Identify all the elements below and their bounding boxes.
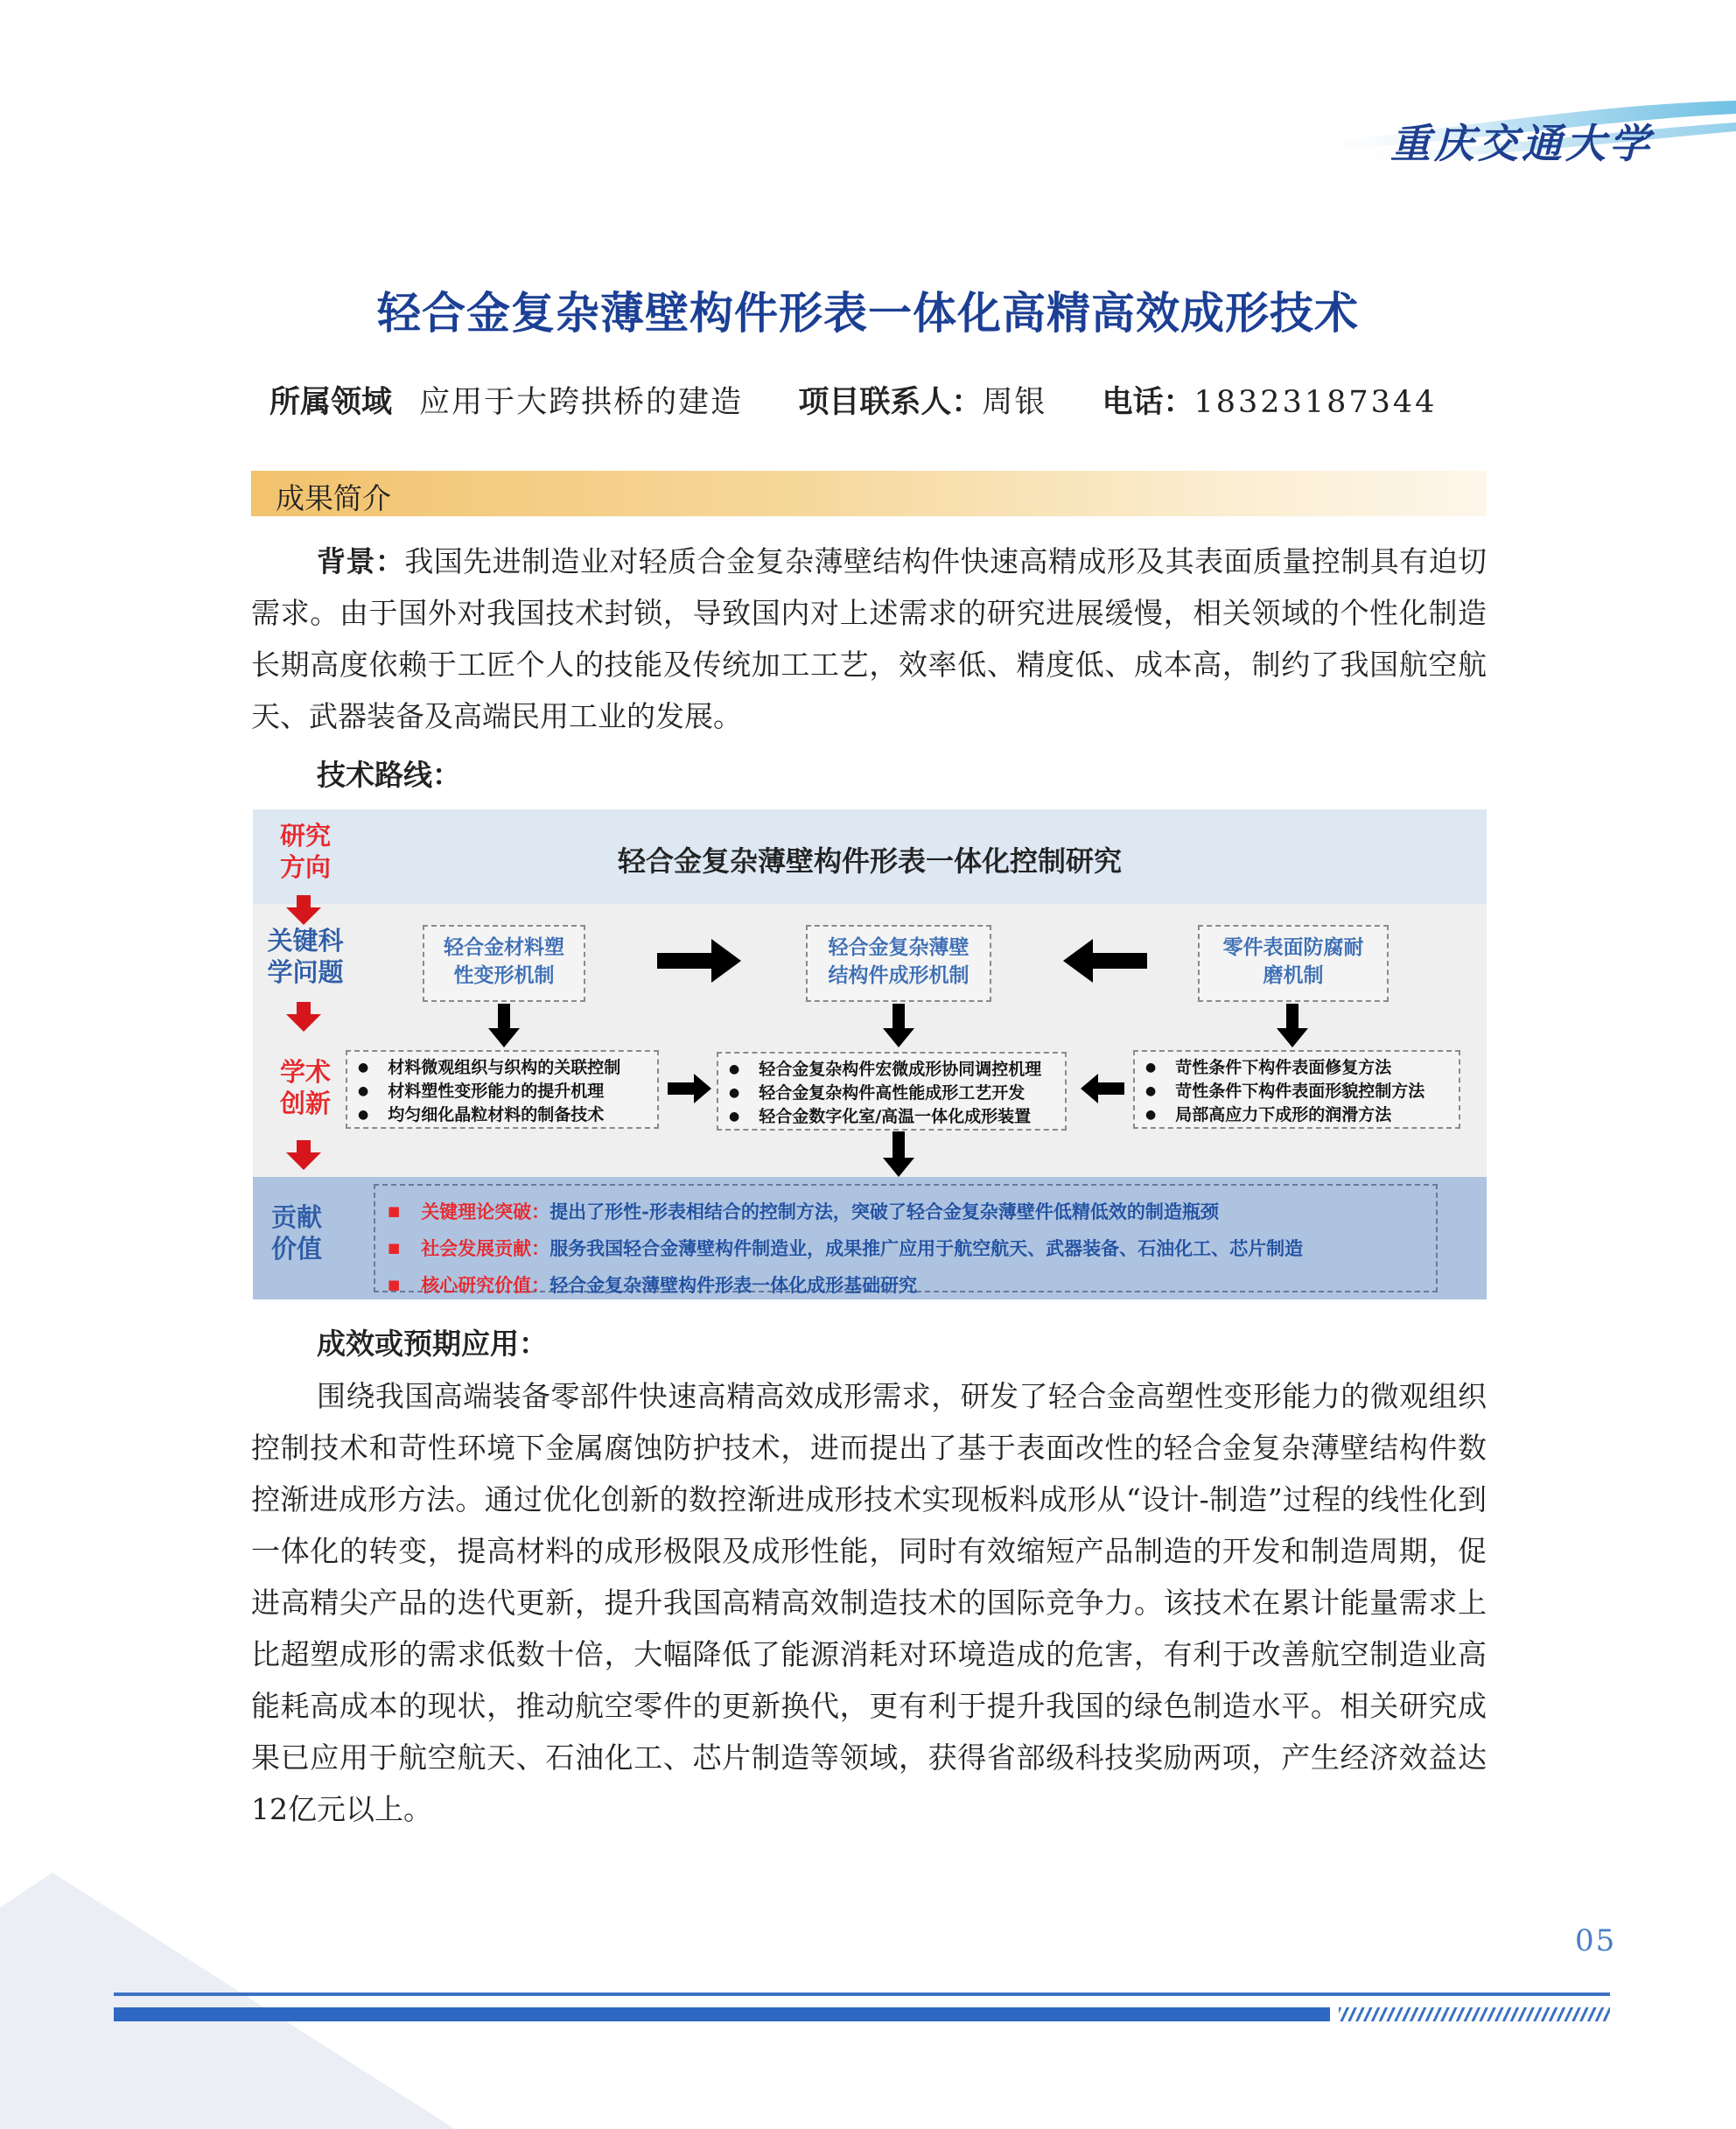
value-text: 服务我国轻合金薄壁构件制造业，成果推广应用于航空航天、武器装备、石油化工、芯片制造: [550, 1237, 1304, 1259]
down-arrow-icon: [883, 1131, 914, 1177]
value-label: 核心研究价值：: [421, 1274, 550, 1296]
red-square-icon: ■: [388, 1277, 401, 1292]
list-item: ● 苛性条件下构件表面修复方法: [1145, 1057, 1459, 1081]
list-item: ● 均匀细化晶粒材料的制备技术: [358, 1104, 657, 1128]
section-bar: [251, 471, 1487, 516]
list-item: ● 轻合金数字化室/高温一体化成形装置: [729, 1106, 1065, 1130]
page-number: 05: [1575, 1923, 1617, 1958]
down-arrow-icon: [488, 1004, 520, 1047]
list-item: ● 苛性条件下构件表面形貌控制方法: [1145, 1081, 1459, 1104]
application-paragraph: 围绕我国高端装备零部件快速高精高效成形需求，研发了轻合金高塑性变形能力的微观组织控制技术和苛性环境下金属腐蚀防护技术，进而提出了基于表面改性的轻合金复杂薄壁结构件数控渐进成形方法。通过优化创新的数控渐进成形技术实现板料成形从“设计-制造”过程的线性化到一体化的转变，提高材料的成形极限及成形性能，同时有效缩短产品制造的开发和制造周期，促进高精尖产品的迭代更新，提升我国高精高效制造技术的国际竞争力。该技术在累计能量需求上比超塑成形的需求低数十倍，大幅降低了能源消耗对环境造成的危害，有利于改善航空制造业高能耗高成本的现状，推动航空零件的更新换代，更有利于提升我国的绿色制造水平。相关研究成果已应用于航空航天、石油化工、芯片制造等领域，获得省部级科技奖励两项，产生经济效益达12亿元以上。: [251, 1379, 1487, 1826]
footer-bar: [114, 2007, 1330, 2021]
list-item: ● 材料塑性变形能力的提升机理: [358, 1081, 657, 1104]
value-row: [388, 1268, 1436, 1305]
page-title: 轻合金复杂薄壁构件形表一体化高精高效成形技术: [377, 288, 1359, 339]
innovation-box-forming: [717, 1052, 1067, 1131]
phone-label: 电话：: [1102, 385, 1194, 420]
down-arrow-icon: [286, 1140, 321, 1170]
background-paragraph: [251, 536, 1487, 742]
list-item: ● 轻合金复杂构件宏微成形协同调控机理: [729, 1059, 1065, 1082]
background-text: 我国先进制造业对轻质合金复杂薄壁结构件快速高精成形及其表面质量控制具有迫切需求。由于国外对我国技术封锁，导致国内对上述需求的研究进展缓慢，相关领域的个性化制造长期高度依赖于工匠个人的技能及传统加工工艺，效率低、精度低、成本高，制约了我国航空航天、武器装备及高端民用工业的发展。: [251, 544, 1488, 733]
university-logo: [1304, 96, 1736, 175]
background-lead: 背景：: [317, 544, 405, 578]
section-label: 成果简介: [276, 481, 391, 515]
key-box-structure-forming: 轻合金复杂薄壁 结构件成形机制: [806, 925, 991, 1002]
application-heading: 成效或预期应用：: [317, 1327, 548, 1361]
technology-roadmap-diagram: [253, 809, 1487, 1299]
field-value: 应用于大跨拱桥的建造: [419, 385, 744, 420]
label-contribution: 贡献 价值: [270, 1202, 322, 1264]
innovation-box-material: [346, 1050, 659, 1129]
left-arrow-icon: [1081, 1074, 1124, 1103]
footer-hatch: [1339, 2007, 1610, 2021]
logo-text: 重庆交通大学: [1390, 120, 1653, 167]
innovation-box-surface: [1133, 1050, 1460, 1129]
red-square-icon: ■: [388, 1240, 401, 1256]
label-key-issues: 关键科 学问题: [267, 926, 344, 987]
contact-label: 项目联系人：: [798, 385, 983, 420]
list-item: ● 局部高应力下成形的润滑方法: [1145, 1104, 1459, 1128]
down-arrow-icon: [883, 1004, 914, 1047]
value-label: 关键理论突破：: [421, 1201, 550, 1222]
value-text: 轻合金复杂薄壁构件形表一体化成形基础研究: [550, 1274, 918, 1296]
diagram-main-title: 轻合金复杂薄壁构件形表一体化控制研究: [617, 844, 1122, 878]
phone-value: 18323187344: [1194, 385, 1438, 420]
project-meta: [270, 378, 1494, 422]
contact-value: 周银: [982, 385, 1047, 420]
field-label: 所属领域: [270, 385, 393, 420]
value-row: [388, 1194, 1436, 1231]
label-innovation: 学术 创新: [279, 1057, 331, 1118]
right-arrow-icon: [657, 939, 741, 983]
contribution-box: [374, 1184, 1438, 1296]
footer-rule: [114, 1992, 1610, 1996]
right-arrow-icon: [668, 1074, 711, 1103]
list-item: ● 材料微观组织与织构的关联控制: [358, 1057, 657, 1081]
red-square-icon: ■: [388, 1203, 401, 1219]
key-box-surface-protection: 零件表面防腐耐 磨机制: [1198, 925, 1389, 1002]
value-label: 社会发展贡献：: [421, 1237, 550, 1259]
list-item: ● 轻合金复杂构件高性能成形工艺开发: [729, 1082, 1065, 1106]
corner-decoration: [0, 1873, 455, 2129]
roadmap-heading: 技术路线：: [317, 758, 461, 792]
left-arrow-icon: [1063, 939, 1147, 983]
value-row: [388, 1231, 1436, 1268]
down-arrow-icon: [286, 895, 321, 925]
label-research-direction: 研究 方向: [279, 821, 331, 882]
key-box-material-deformation: 轻合金材料塑 性变形机制: [423, 925, 585, 1002]
down-arrow-icon: [1277, 1004, 1308, 1047]
down-arrow-icon: [286, 1002, 321, 1032]
value-text: 提出了形性-形表相结合的控制方法，突破了轻合金复杂薄壁件低精低效的制造瓶颈: [550, 1201, 1219, 1222]
